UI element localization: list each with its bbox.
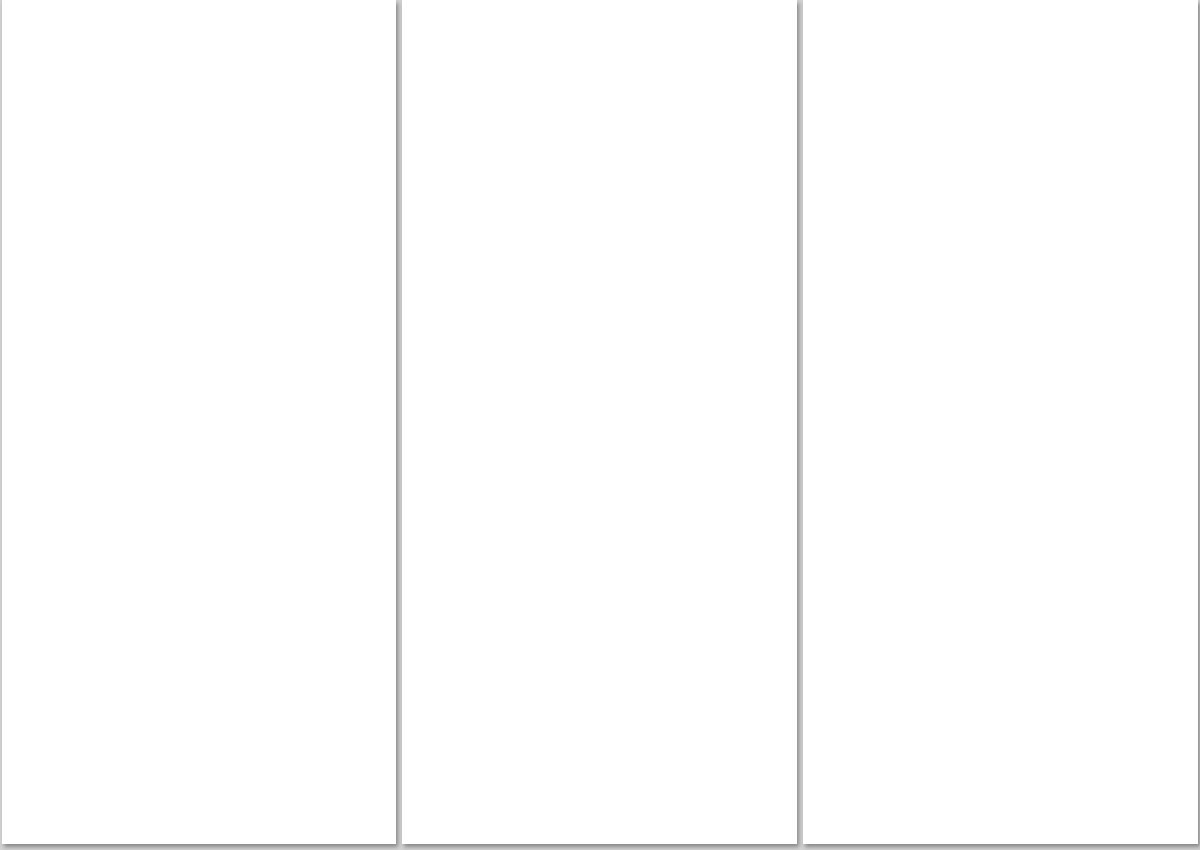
menu-panel-left: [2, 0, 396, 844]
menu-panel-middle: [402, 0, 797, 844]
menu-panel-right: [803, 0, 1198, 844]
